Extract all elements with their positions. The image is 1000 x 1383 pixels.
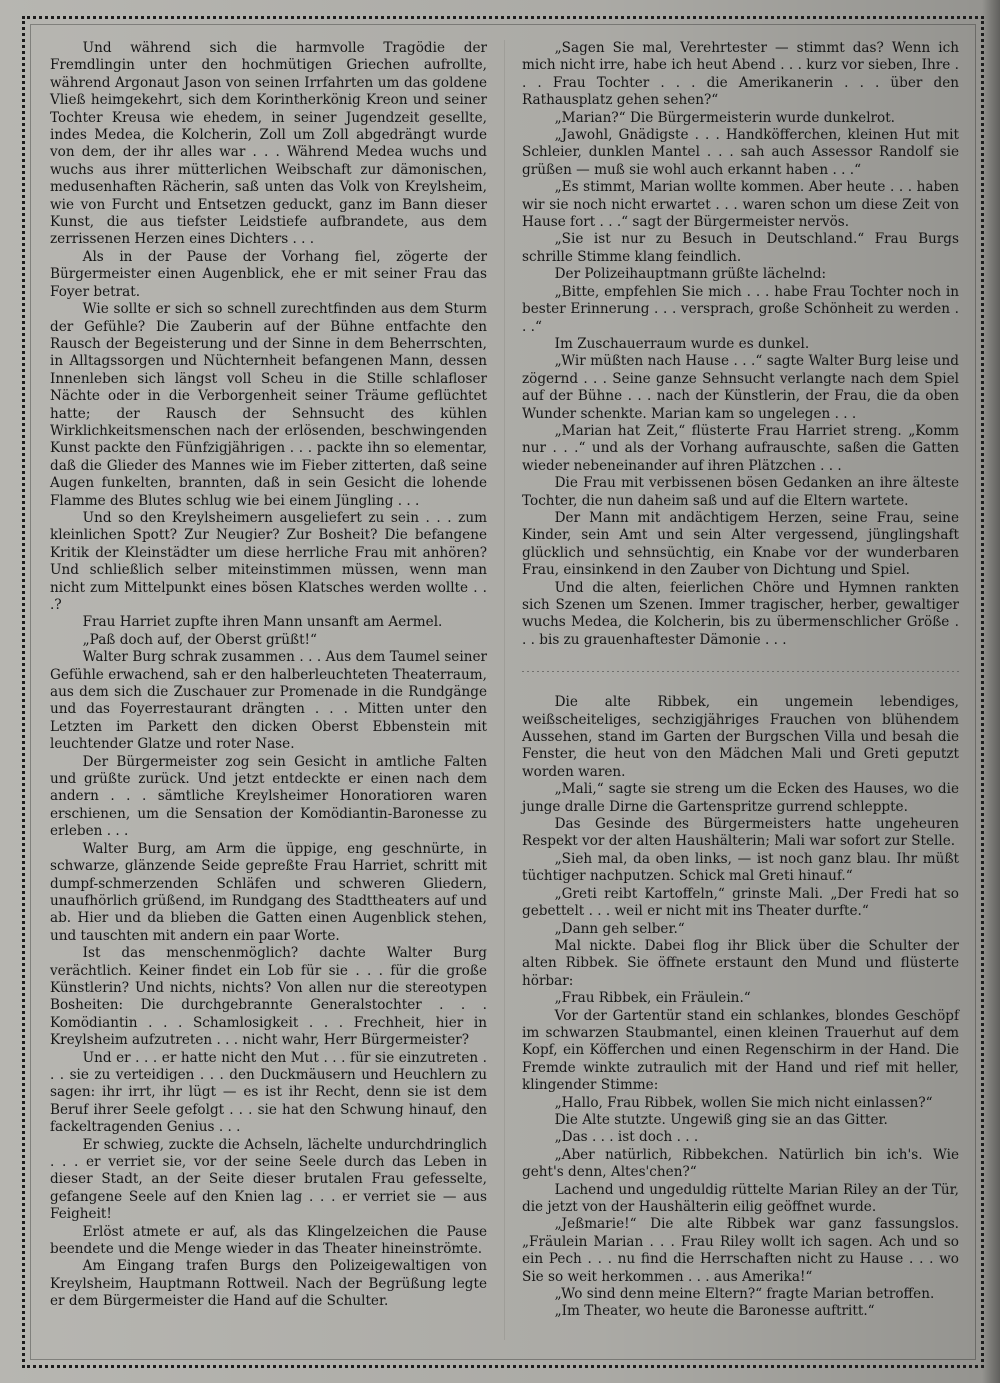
paragraph: Der Mann mit andächtigem Herzen, seine Frau, seine Kinder, sein Amt und sein Alter vergessend, jünglingshaft glücklich und sehnsüchtig, ein Knabe vor der wunderbaren Frau, einsinkend in den Zauber von Dichtung und Spiel. xyxy=(522,509,959,579)
paragraph: Frau Harriet zupfte ihren Mann unsanft am Aermel. xyxy=(82,614,443,631)
page-edge-shadow xyxy=(982,0,1000,1383)
paragraph: Vor der Gartentür stand ein schlankes, blondes Geschöpf im schwarzen Staubmantel, einen kleinen Trauerhut auf dem Kopf, ein Köfferchen und einen Regenschirm in der Hand. Die Fremde winkte zutraulich mit der Hand und rief mit heller, klingender Stimme: xyxy=(522,1007,959,1094)
paragraph: „Jawohl, Gnädigste . . . Handköfferchen, kleinen Hut mit Schleier, dunklen Mantel . . . sah auch Assessor Randolf sie grüßen — muß sie wohl auch erkannt haben . . .“ xyxy=(522,127,959,178)
paragraph: „Bitte, empfehlen Sie mich . . . habe Frau Tochter noch in bester Erinnerung . . . versprach, große Schönheit zu werden . . .“ xyxy=(522,283,959,335)
paragraph: „Greti reibt Kartoffeln,“ grinste Mali. „Der Fredi hat so gebettelt . . . weil er nicht mit ins Theater durfte.“ xyxy=(522,885,959,920)
paragraph: „Jeßmarie!“ Die alte Ribbek war ganz fassungslos. „Fräulein Marian . . . Frau Riley wollt ich sagen. Ach und so ein Pech . . . nu find die Herrschaften nicht zu Hause . . . wo Sie so weit herkommen . . . aus Amerika!“ xyxy=(522,1216,959,1285)
paragraph: „Das . . . ist doch . . . xyxy=(554,1129,699,1146)
paragraph: Wie sollte er sich so schnell zurechtfinden aus dem Sturm der Gefühle? Die Zauberin auf der Bühne entfachte den Rausch der Begeisterung und der Sinne in dem Beherrschten, in Alltagssorgen und Nüchternheit befangenen Mann, dessen Innenleben sich längst voll Scheu in die Stille schlafloser Nächte oder in die Verborgenheit seiner Träume geflüchtet hatte; der Rausch der Sehnsucht des kühlen Wirklichkeitsmenschen nach der erlösenden, beschwingenden Kunst packte den Fünfzigjährigen . . . packte ihn so elementar, daß die Glieder des Mannes wie im Fieber zitterten, daß seine Augen funkelten, brannten, daß in sein Gesicht die lohende Flamme des Blutes schlug wie bei einem Jüngling . . . xyxy=(50,301,487,509)
column-gutter xyxy=(504,40,505,1340)
paragraph: Ist das menschenmöglich? dachte Walter Burg verächtlich. Keiner findet ein Lob für sie . . . für die große Künstlerin? Und nichts, nichts? Von allen nur die stereotypen Bosheiten: Die durchgebrannte Generalstochter . . . Komödiantin . . . Schamlosigkeit . . . Frechheit, hier in Kreylsheim aufzutreten . . . nicht wahr, Herr Bürgermeister? xyxy=(50,945,487,1049)
paragraph: Lachend und ungeduldig rüttelte Marian Riley an der Tür, die jetzt von der Haushälterin eilig geöffnet wurde. xyxy=(522,1181,959,1215)
paragraph: Walter Burg, am Arm die üppige, eng geschnürte, in schwarze, glänzende Seide gepreßte Frau Harriet, schritt mit dumpf-schmerzenden Schläfen und schweren Gliedern, unaufhörlich grüßend, im Rundgang des Stadttheaters auf und ab. Hier und da blieben die Gatten einen Augenblick stehen, und tauschten mit andern ein paar Worte. xyxy=(50,840,487,944)
right-text-column xyxy=(522,40,959,1321)
paragraph: „Wir müßten nach Hause . . .“ sagte Walter Burg leise und zögernd . . . Seine ganze Sehnsucht verlangte nach dem Spiel auf der Bühne . . . nach der Künstlerin, der Frau, die da oben Wunder schenkte. Marian kam so ungelegen . . . xyxy=(522,353,959,422)
paragraph: „Dann geh selber.“ xyxy=(554,920,685,937)
paragraph: Er schwieg, zuckte die Achseln, lächelte undurchdringlich . . . er verriet sie, vor der seine Seele durch das Leben in dieser Stadt, an der Seite dieser brutalen Frau gefesselte, gefangene Seele auf den Knien lag . . . er verriet sie — aus Feigheit! xyxy=(50,1136,487,1223)
paragraph: Erlöst atmete er auf, als das Klingelzeichen die Pause beendete und die Menge wieder in das Theater hineinströmte. xyxy=(50,1223,487,1258)
paragraph: „Mali,“ sagte sie streng um die Ecken des Hauses, wo die junge dralle Dirne die Gartenspritze gurrend schleppte. xyxy=(522,781,959,815)
paragraph: Und so den Kreylsheimern ausgeliefert zu sein . . . zum kleinlichen Spott? Zur Neugier? Zur Bosheit? Die befangene Kritik der Kleinstädter um diese herrliche Frau mit anhören? Und schließlich selber miteinstimmen müssen, wenn man nicht zum Mittelpunkt eines bösen Klatsches werden wollte . . .? xyxy=(50,509,487,613)
paragraph: „Frau Ribbek, ein Fräulein.“ xyxy=(554,990,751,1007)
paragraph: Und die alten, feierlichen Chöre und Hymnen rankten sich Szenen um Szenen. Immer tragischer, herber, gewaltiger wuchs Medea, die Kolcherin, bis zu übermenschlicher Größe . . . bis zu grauenhaftester Dämonie . . . xyxy=(522,579,959,648)
left-text-column xyxy=(50,40,487,1311)
paragraph: „Sieh mal, da oben links, — ist noch ganz blau. Ihr müßt tüchtiger nachputzen. Schick mal Greti hinauf.“ xyxy=(522,850,959,885)
section-divider xyxy=(522,671,959,672)
paragraph: Im Zuschauerraum wurde es dunkel. xyxy=(554,335,810,352)
paragraph: Der Polizeihauptmann grüßte lächelnd: xyxy=(554,266,827,283)
paragraph: „Aber natürlich, Ribbekchen. Natürlich bin ich's. Wie geht's denn, Altes'chen?“ xyxy=(522,1146,959,1181)
paragraph: „Marian?“ Die Bürgermeisterin wurde dunkelrot. xyxy=(554,109,896,126)
paragraph: „Hallo, Frau Ribbek, wollen Sie mich nicht einlassen?“ xyxy=(554,1094,933,1111)
paragraph: Und er . . . er hatte nicht den Mut . . . für sie einzutreten . . . sie zu verteidigen . . . den Duckmäusern und Heuchlern zu sagen: ihr irrt, ihr lügt — es ist ihr Recht, denn sie ist dem Beruf ihrer Seele gefolgt . . . sie hat den Schwung hinauf, den fackeltragenden Genius . . . xyxy=(50,1049,487,1136)
paragraph: Die alte Ribbek, ein ungemein lebendiges, weißscheiteliges, sechzigjähriges Frauchen von blühendem Aussehen, stand im Garten der Burgschen Villa und besah die Fenster, die heut von den Mädchen Mali und Greti geputzt worden waren. xyxy=(522,694,959,780)
paragraph: „Paß doch auf, der Oberst grüßt!“ xyxy=(82,631,317,648)
paragraph: Die Frau mit verbissenen bösen Gedanken an ihre älteste Tochter, die nun daheim saß und auf die Eltern wartete. xyxy=(522,475,959,509)
paragraph: Am Eingang trafen Burgs den Polizeigewaltigen von Kreylsheim, Hauptmann Rottweil. Nach der Begrüßung legte er dem Bürgermeister die Hand auf die Schulter. xyxy=(50,1258,487,1310)
paragraph: Die Alte stutzte. Ungewiß ging sie an das Gitter. xyxy=(554,1111,888,1128)
paragraph: Das Gesinde des Bürgermeisters hatte ungeheuren Respekt vor der alten Haushälterin; Mali war sofort zur Stelle. xyxy=(522,816,959,850)
paragraph: „Im Theater, wo heute die Baronesse auftritt.“ xyxy=(554,1303,875,1320)
paragraph: „Marian hat Zeit,“ flüsterte Frau Harriet streng. „Komm nur . . .“ und als der Vorhang aufrauschte, saßen die Gatten wieder nebeneinander auf ihren Plätzchen . . . xyxy=(522,422,959,474)
paragraph: Mal nickte. Dabei flog ihr Blick über die Schulter der alten Ribbek. Sie öffnete erstaunt den Mund und flüsterte hörbar: xyxy=(522,937,959,989)
paragraph: „Sagen Sie mal, Verehrtester — stimmt das? Wenn ich mich nicht irre, habe ich heut Abend . . . kurz vor sieben, Ihre . . . Frau Tochter . . . die Amerikanerin . . . über den Rathausplatz gehen sehen?“ xyxy=(522,40,959,109)
paragraph: Und während sich die harmvolle Tragödie der Fremdlingin unter den hochmütigen Griechen aufrollte, während Argonaut Jason von seinen Irrfahrten um das goldene Vließ heimgekehrt, sich dem Korintherkönig Kreon und seiner Tochter Kreusa wie ehedem, in seiner Jugendzeit gesellte, indes Medea, die Kolcherin, Zoll um Zoll abgedrängt wurde von dem, der ihr alles war . . . Während Medea wuchs und wuchs aus ihrer mütterlichen Weibschaft zur dämonischen, medusenhaften Rächerin, saß unten das Volk von Kreylsheim, wie von Furcht und Entsetzen geduckt, ganz im Bann dieser Kunst, die aus tiefster Leidstiefe aufbrandete, aus dem zerrissenen Herzen eines Dichters . . . xyxy=(50,40,487,248)
paragraph: Der Bürgermeister zog sein Gesicht in amtliche Falten und grüßte zurück. Und jetzt entdeckte er einen nach dem andern . . . sämtliche Kreylsheimer Honoratioren waren erschienen, um die Sensation der Komödiantin-Baronesse zu erleben . . . xyxy=(50,753,487,840)
paragraph: Walter Burg schrak zusammen . . . Aus dem Taumel seiner Gefühle erwachend, sah er den halberleuchteten Theaterraum, aus dem sich die Zuschauer zur Promenade in die Rundgänge und das Foyerrestaurant drängten . . . Mitten unter den Letzten im Parkett den dicken Oberst Ebbenstein mit leuchtender Glatze und roter Nase. xyxy=(50,649,487,753)
paragraph: „Es stimmt, Marian wollte kommen. Aber heute . . . haben wir sie noch nicht erwartet . . . waren schon um diese Zeit von Hause fort . . .“ sagt der Bürgermeister nervös. xyxy=(522,179,959,231)
paragraph: Als in der Pause der Vorhang fiel, zögerte der Bürgermeister einen Augenblick, ehe er mit seiner Frau das Foyer betrat. xyxy=(50,248,487,300)
paragraph: „Sie ist nur zu Besuch in Deutschland.“ Frau Burgs schrille Stimme klang feindlich. xyxy=(522,231,959,265)
paragraph: „Wo sind denn meine Eltern?“ fragte Marian betroffen. xyxy=(554,1286,935,1303)
